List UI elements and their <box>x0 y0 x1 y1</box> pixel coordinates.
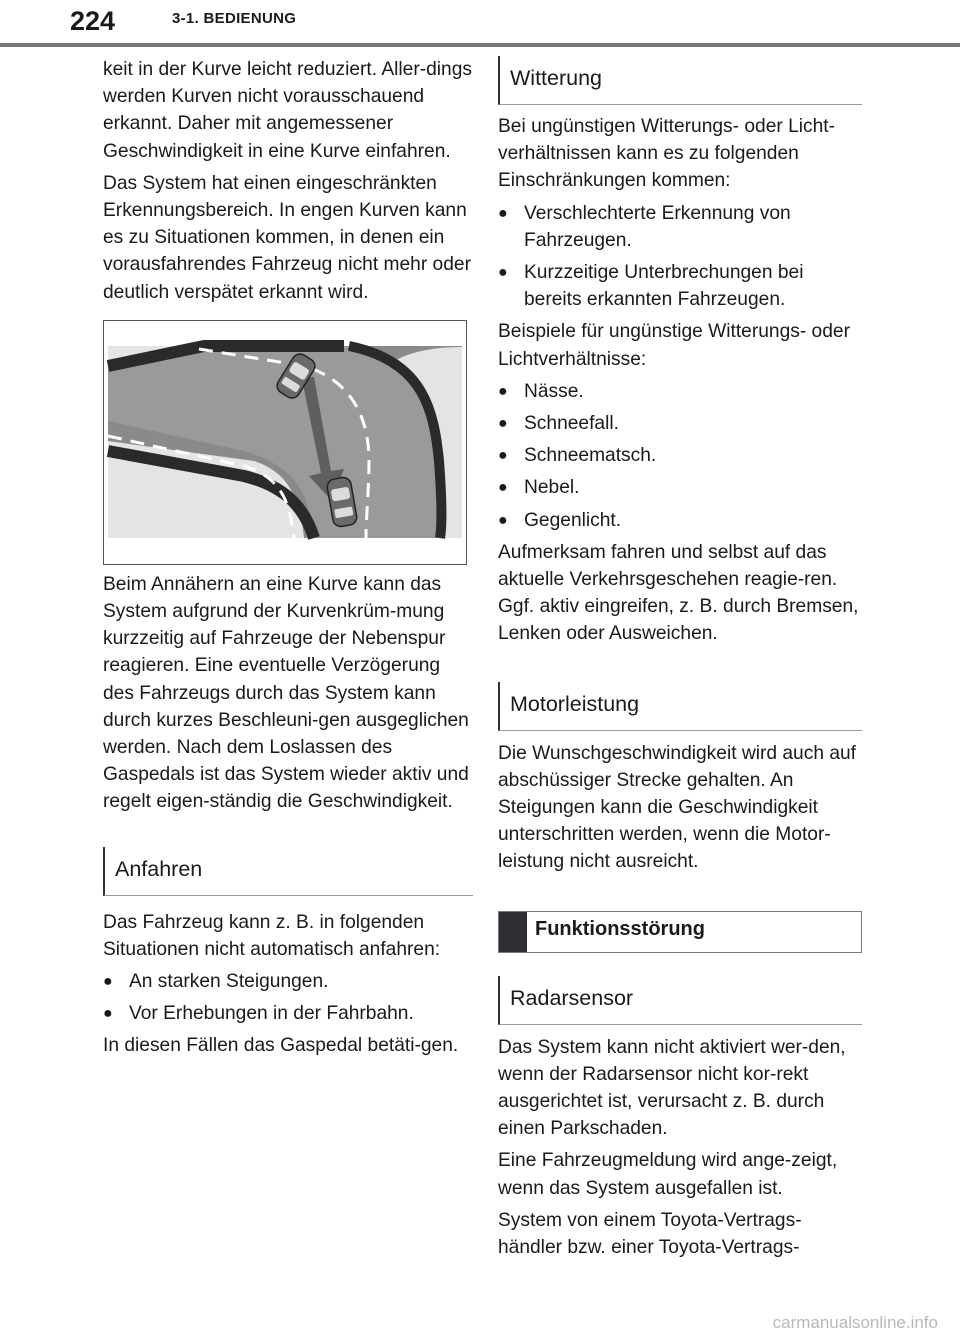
paragraph: System von einem Toyota-Vertrags-händler bzw. einer Toyota-Vertrags- <box>498 1209 802 1259</box>
list-item: ● Schneefall. <box>498 410 862 437</box>
bullet-icon: ● <box>498 479 508 497</box>
bullet-icon: ● <box>498 447 508 465</box>
list-item: ● Nebel. <box>498 474 862 501</box>
list-item: ● Verschlechterte Erkennung von Fahrzeugen. <box>498 200 862 254</box>
header-rule <box>0 43 960 47</box>
paragraph: Das System kann nicht aktiviert wer-den, wenn der Radarsensor nicht kor-rekt ausgerichtet ist, verursacht z. B. durch einen Parkschaden. <box>498 1036 846 1140</box>
curve-road-svg <box>104 321 466 564</box>
bullet-list <box>103 968 473 1027</box>
list-item: ● Vor Erhebungen in der Fahrbahn. <box>103 1000 473 1027</box>
section-heading-motorleistung: Motorleistung <box>498 682 862 731</box>
paragraph: Eine Fahrzeugmeldung wird ange-zeigt, wenn das System ausgefallen ist. <box>498 1150 838 1199</box>
paragraph: Beispiele für ungünstige Witterungs- oder Lichtverhältnisse: <box>498 321 850 370</box>
bullet-icon: ● <box>498 264 508 282</box>
list-item: ● Nässe. <box>498 378 862 405</box>
paragraph: Das Fahrzeug kann z. B. in folgenden Situationen nicht automatisch anfahren: <box>103 911 441 960</box>
bullet-icon: ● <box>498 415 508 433</box>
section-heading-radarsensor: Radarsensor <box>498 976 862 1025</box>
curve-illustration <box>103 320 467 565</box>
list-item: ● Kurzzeitige Unterbrechungen bei bereits erkannten Fahrzeugen. <box>498 259 862 313</box>
chapter-title: 3-1. BEDIENUNG <box>172 10 297 27</box>
paragraph: Das System hat einen eingeschränkten Erkennungsbereich. In engen Kurven kann es zu Situationen kommen, in denen ein vorausfahrendes Fahrzeug nicht mehr oder deutlich verspätet erkannt wird. <box>103 172 471 303</box>
paragraph: Die Wunschgeschwindigkeit wird auch auf abschüssiger Strecke gehalten. An Steigungen kann die Geschwindigkeit unterschritten werden, wenn die Motor-leistung nicht ausreicht. <box>498 742 856 873</box>
list-item: ● Schneematsch. <box>498 442 862 469</box>
bullet-icon: ● <box>498 204 508 222</box>
bullet-list <box>498 200 862 314</box>
paragraph: keit in der Kurve leicht reduziert. Aller-dings werden Kurven nicht vorausschauend erkannt. Daher mit angemessener Geschwindigkeit in eine Kurve einfahren. <box>103 59 472 162</box>
bullet-icon: ● <box>498 382 508 400</box>
bullet-list <box>498 378 862 534</box>
paragraph: Bei ungünstigen Witterungs- oder Licht-verhältnissen kann es zu folgenden Einschränkungen kommen: <box>498 116 836 192</box>
paragraph: Beim Annähern an eine Kurve kann das System aufgrund der Kurvenkrüm-mung kurzzeitig auf Fahrzeuge der Nebenspur reagieren. Eine eventuelle Verzögerung des Fahrzeugs durch das System kann durch kurzes Beschleuni-gen ausgeglichen werden. Nach dem Loslassen des Gaspedals ist das System wieder aktiv und regelt eigen-ständig die Geschwindigkeit. <box>103 573 469 813</box>
right-column <box>498 56 862 1261</box>
bullet-icon: ● <box>103 973 113 991</box>
bullet-icon: ● <box>498 511 508 529</box>
paragraph: In diesen Fällen das Gaspedal betäti-gen. <box>103 1035 459 1057</box>
paragraph: Aufmerksam fahren und selbst auf das aktuelle Verkehrsgeschehen reagie-ren. Ggf. aktiv eingreifen, z. B. durch Bremsen, Lenken oder Ausweichen. <box>498 541 859 645</box>
heading-marker <box>499 912 527 952</box>
section-heading-witterung: Witterung <box>498 56 862 105</box>
left-column <box>103 56 473 1060</box>
section-heading-anfahren: Anfahren <box>103 847 473 896</box>
watermark: carmanualsonline.info <box>772 1313 938 1332</box>
page-number: 224 <box>70 6 116 36</box>
list-item: ● An starken Steigungen. <box>103 968 473 995</box>
section-heading-funktionsstoerung: Funktionsstörung <box>498 911 862 953</box>
list-item: ● Gegenlicht. <box>498 507 862 534</box>
bullet-icon: ● <box>103 1005 113 1023</box>
page-header <box>0 0 960 48</box>
